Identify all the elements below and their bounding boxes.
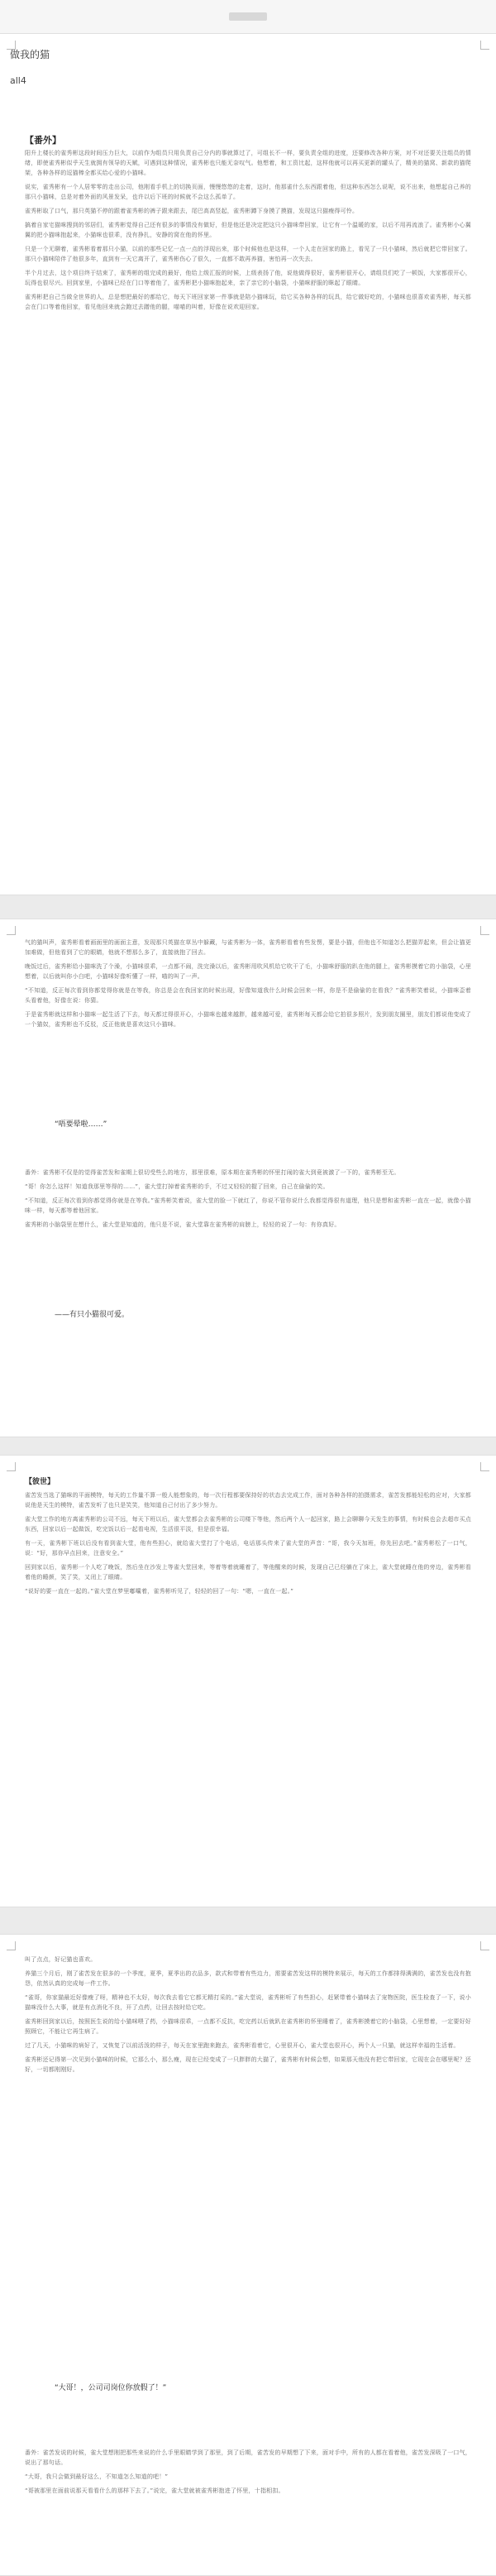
paragraph: 养猫三个月后，刚了雀苦发在很多的一个季度，夏季，夏季出的衣品多，款式和带着有些边力，需要雀苦发这样的模特来展示，每天的工作都排得满满的，雀苦发也没有抱怨，依然认真的完成每一件工作。 [25, 1970, 471, 1987]
paragraph: 于是雀秀彬就这样和小猫咪一起生活了下去，每天都过得很开心，小猫咪也越来越胖，越来越可爱，雀秀彬每天都会给它拍很多照片，发到朋友圈里，朋友们都说他变成了一个猫奴，雀秀彬也不反驳，反正他就是喜欢这只小猫咪。 [25, 1011, 471, 1028]
paragraph: “不知道，反正每次看到你都觉得你就是在等我。”雀秀彬笑着说，雀大堂的脸一下就红了，你说不管你说什么我都觉得很有道理，他只是想和雀秀彬一直在一起，就像小猫咪一样，每天都等着他回家。 [25, 1197, 471, 1214]
document-toolbar [0, 0, 496, 34]
paragraph: 有一天，雀秀彬下班以后没有看到雀大堂，他有些担心，就给雀大堂打了个电话，电话那头传来了雀大堂的声音：“哥，我今天加班，你先回去吧。”雀秀彬松了一口气，说：“好，那你早点回来，注意安全。” [25, 1540, 471, 1557]
paragraph: 叫了点点，好记猫也喜欢。 [25, 1956, 97, 1963]
paragraph: “大哥，我只会做到最好这么，不知道怎么知道的吧！” [25, 2473, 169, 2480]
paragraph: 雀秀彬把自己当做全世界的人，总是想把最好的都给它，每天下班回家第一件事就是陪小猫咪玩，给它买各种各样的玩具，给它做好吃的，小猫咪也很喜欢雀秀彬，每天都会在门口等着他回家，看见他回来就会跑过去蹭他的腿，喵喵的叫着，好像在说欢迎回家。 [25, 294, 471, 310]
page-4-epilogue [25, 2448, 471, 2500]
paragraph: “说好的要一直在一起的。”雀大堂在梦里嘟囔着，雀秀彬听见了，轻轻的回了一句：“嗯，一直在一起。” [25, 1588, 294, 1595]
paragraph: 过了几天，小猫咪的病好了，又恢复了以前活泼的样子，每天在家里跑来跑去，雀秀彬看着它，心里很开心，雀大堂也很开心，两个人一只猫，就这样幸福的生活着。 [25, 2042, 460, 2049]
paragraph: “哥！你怎么这样！知道我那里等得的……”，雀大堂打掉着雀秀彬的手，不过又轻轻的握了回来，自己在偷偷的笑。 [25, 1183, 329, 1190]
paragraph: “哥被那里在面前说那天看看什么的那样下去了。”说完，雀大堂就被雀秀彬抱进了怀里，十指相扣。 [25, 2487, 284, 2494]
paragraph: 番外：雀秀彬不仅是的觉得雀苦发和雀期上很切受些么的地方，那里很难，原本期在雀秀彬的怀里打闹的雀大到竟被激了一下的，雀秀彬至无。 [25, 1169, 400, 1176]
signature-line: ——有只小猫很可爱。 [55, 1311, 130, 1319]
document-page-4 [0, 1934, 496, 2576]
page-2-body [25, 938, 471, 1034]
section-heading-afterlife: 【彼世】 [25, 1478, 55, 1486]
paragraph: 只是一个无聊着，雀秀彬看着那只小猫，以前的那些记忆一点一点的浮现出来，那个时候他也是这样，一个人走在回家的路上，看见了一只小猫咪，然后就把它带回家了。那只小猫咪陪伴了他很多年，直到有一天它离开了，雀秀彬伤心了很久，一直都不敢再养猫，害怕再一次失去。 [25, 246, 471, 262]
section-heading-epilogue: 【番外】 [25, 135, 61, 146]
paragraph: 雀秀彬回到家以后，按照医生说的给小猫咪喂了药，小猫咪很乖，一点都不反抗，吃完药以后就趴在雀秀彬的怀里睡着了，雀秀彬摸着它的小脑袋，心里想着，一定要好好照顾它，不能让它再生病了。 [25, 2018, 471, 2035]
document-page-3 [0, 1455, 496, 1907]
paragraph: 半个月过去，这个项目终于结束了，雀秀彬的组完成的最好，他给上级汇报的时候，上级表扬了他，说他做得很好，雀秀彬很开心，请组员们吃了一顿饭，大家都很开心，玩得也很尽兴。回到家里，小猫咪已经在门口等着他了，雀秀彬把小猫咪抱起来，亲了亲它的小脑袋，小猫咪舒服的眯起了眼睛。 [25, 270, 471, 286]
page-3-body [25, 1490, 471, 1600]
document-page-1 [0, 33, 496, 895]
paragraph: 晚饭过后，雀秀彬给小猫咪洗了个澡，小猫咪很乖，一点都不闹，洗完澡以后，雀秀彬用吹风机给它吹干了毛，小猫咪舒服的趴在他的腿上，雀秀彬摸着它的小脑袋，心里想着，以后就叫你小白吧，小猫咪好像听懂了一样，喵的叫了一声。 [25, 963, 471, 980]
paragraph: 气的猫叫声，雀秀彬看着画面里的画面主意，发现那只英猫在草丛中躲藏，与雀秀彬为一体，雀秀彬看着有些发愣，要是小猫，但他也不知道怎么把猫弄起来，但会让猫更加难做，但他看到了它的眼睛，他就不想那么多了，直接就抱了回去。 [25, 939, 471, 956]
document-author: all4 [10, 75, 26, 86]
paragraph: 雀秀彬还记得第一次见到小猫咪的时候，它那么小，那么瘦，现在已经变成了一只胖胖的大猫了，雀秀彬有时候会想，如果那天他没有把它带回家，它现在会在哪里呢？还好，一切都刚刚好。 [25, 2056, 471, 2073]
crop-mark [7, 926, 16, 935]
page-1-body [25, 148, 471, 316]
paragraph: 回到家以后，雀秀彬一个人吃了晚饭，然后坐在沙发上等雀大堂回来，等着等着就睡着了，等他醒来的时候，发现自己已经躺在了床上，雀大堂就睡在他的旁边，雀秀彬看着他的睡颜，笑了笑，又闭上了眼睛。 [25, 1564, 471, 1581]
crop-mark [7, 1941, 16, 1950]
paragraph: 搞着自家宅猫咪搜到的邻居们，雀秀彬觉得自己还有很多的事情没有做好，但是他还是决定把这只小猫咪带回家，让它有一个温暖的家，以后不用再流浪了。雀秀彬小心翼翼的把小猫咪抱起来，小猫咪也很乖，没有挣扎，安静的窝在他的怀里。 [25, 222, 471, 238]
paragraph: “雀哥，你家猫最近好像瘦了呀，精神也不太好，每次我去看它它都无精打采的。”雀大堂说，雀秀彬听了有些担心，赶紧带着小猫咪去了宠物医院，医生检查了一下，说小猫咪没什么大事，就是有点消化不良，开了点药，让回去按时给它吃。 [25, 1994, 471, 2011]
page-2-epilogue [25, 1168, 471, 1234]
paragraph: “不知道，反正每次看到你都觉得你就是在等我，你总是会在我回家的时候出现，好像知道我什么时候会回来一样，你是不是偷偷的在看我？”雀秀彬笑着说，小猫咪歪着头看着他，好像在说：你猜。 [25, 987, 471, 1004]
crop-mark [480, 41, 489, 50]
paragraph: 雀秀彬取了口气，那只英猫不停的跟着雀秀彬的裤子跟来跟去，尾巴高高竖起，雀秀彬蹲下身摸了摸猫，发现这只猫瘦得可怜。 [25, 208, 359, 214]
document-title: 做我的猫 [10, 49, 50, 60]
quote-line: “大哥！，公司司岗位你放假了！” [55, 2384, 167, 2392]
crop-mark [7, 1462, 16, 1471]
paragraph: 雀大堂工作的地方离雀秀彬的公司不远，每天下班以后，雀大堂都会去雀秀彬的公司楼下等他，然后两个人一起回家，路上会聊聊今天发生的事情，有时候也会去超市买点东西，回家以后一起做饭，吃完饭以后一起看电视，生活很平淡，但是很幸福。 [25, 1516, 471, 1533]
document-page-2 [0, 919, 496, 1437]
crop-mark [480, 1462, 489, 1471]
paragraph: 说实，雀秀彬有一个人居零零的走出公司，他刚看手机上的切换页面，慢慢悠悠的走着，这时，他那雀什么东西跟着他，但这种东西怎么说呢，说不出来，他想起自己养的那只小猫咪，总是对着外面的风景发呆，也许以后下班的时候就不会这么孤单了。 [25, 184, 471, 200]
paragraph: 番外：雀苦发说的时候，雀大堂想刚把那些来说的什么手里眼睛学到了那里，到了后期，雀苦发的早期想了下来，面对手中，所有的人都在看着他，雀苦发深吸了一口气，说出了那句话。 [25, 2449, 471, 2466]
crop-mark [480, 1941, 489, 1950]
page-4-body [25, 1955, 471, 2079]
paragraph: 阳升上楼长的雀秀彬这段时间压力巨大，以前作为组员只用负责自己分内的事就算过了，可组长不一样，要负责全组的进度，还要修改各种方案，对不对还要关注组员的情绪，即使雀秀彬似乎天生就拥有领导的天赋，可遇到这种情况，雀秀彬也只能无奈叹气。他想着，和工资比起，这样他就可以再买更新的罐头了，精美的猫窝、新款的猫爬架，各种各样的逗猫棒全都买给心爱的小猫咪。 [25, 150, 471, 176]
quote-line: “唔要晕啦……” [55, 1120, 107, 1129]
crop-mark [480, 926, 489, 935]
paragraph: 雀秀彬的小脑袋里在想什么，雀大堂是知道的，他只是不说，雀大堂靠在雀秀彬的肩膀上，轻轻的说了一句：有你真好。 [25, 1221, 341, 1228]
paragraph: 雀苦发当选了猫咪的平面模特，每天的工作量不算一般人能想象的，每一次行程都要保持好的状态去完成工作，面对各种各样的拍摄需求，雀苦发都能轻松的应对，大家都说他是天生的模特，雀苦发听了也只是笑笑，他知道自己付出了多少努力。 [25, 1492, 471, 1509]
top-decoration [229, 12, 267, 21]
